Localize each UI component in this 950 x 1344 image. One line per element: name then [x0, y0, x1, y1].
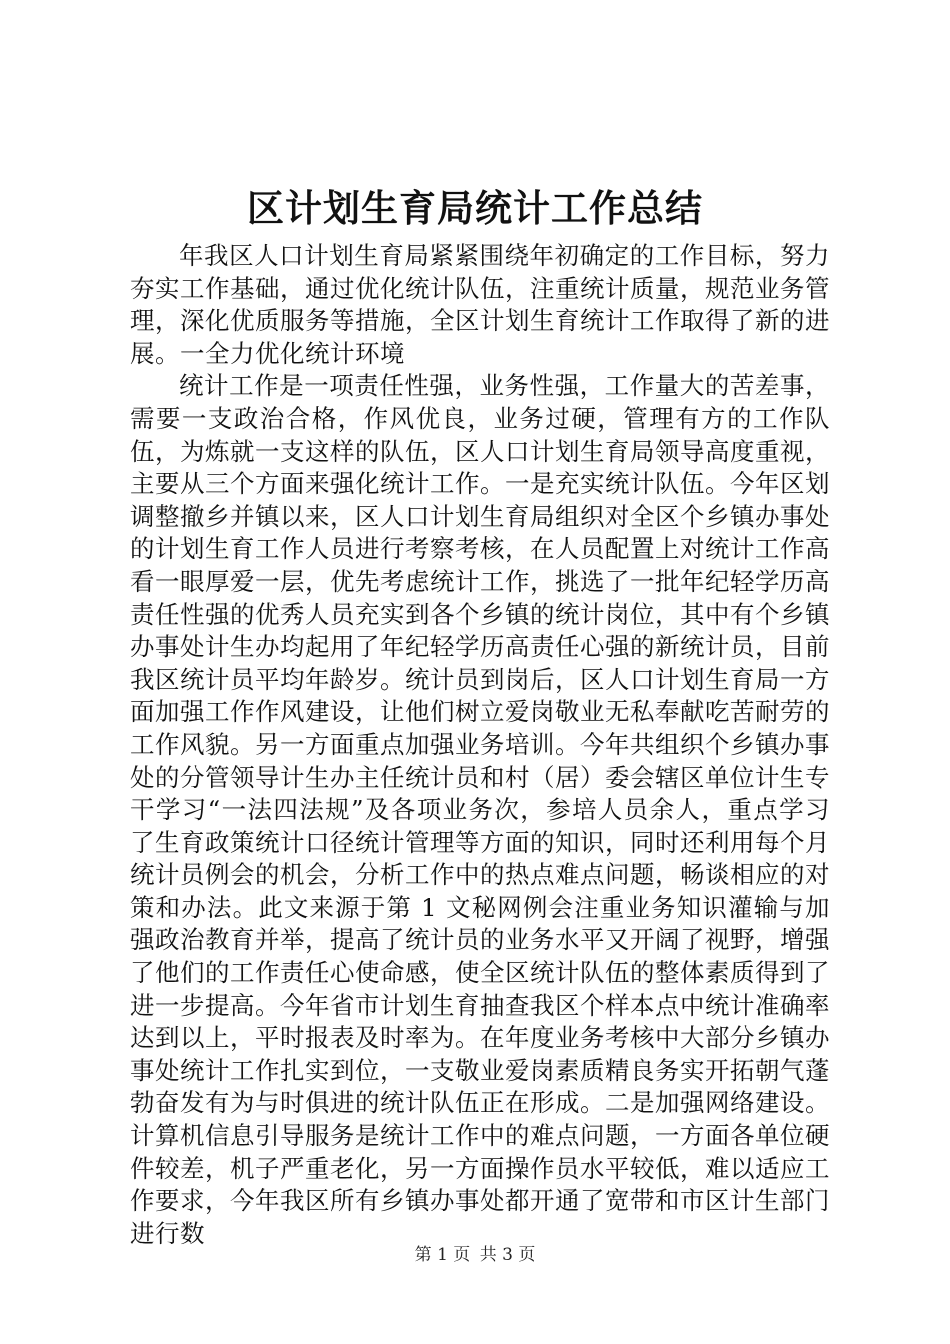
document-body [130, 240, 830, 1250]
paragraph-1: 年我区人口计划生育局紧紧围绕年初确定的工作目标，努力夯实工作基础，通过优化统计队伍，注重统计质量，规范业务管理，深化优质服务等措施，全区计划生育统计工作取得了新的进展。一全力优化统计环境 [130, 241, 830, 368]
page-number: 第 1 页 [414, 1245, 471, 1265]
paragraph-2: 统计工作是一项责任性强，业务性强，工作量大的苦差事，需要一支政治合格，作风优良，业务过硬，管理有方的工作队伍，为炼就一支这样的队伍，区人口计划生育局领导高度重视，主要从三个方面来强化统计工作。一是充实统计队伍。今年区划调整撤乡并镇以来，区人口计划生育局组织对全区个乡镇办事处的计划生育工作人员进行考察考核，在人员配置上对统计工作高看一眼厚爱一层，优先考虑统计工作，挑选了一批年纪轻学历高责任性强的优秀人员充实到各个乡镇的统计岗位，其中有个乡镇办事处计生办均起用了年纪轻学历高责任心强的新统计员，目前我区统计员平均年龄岁。统计员到岗后，区人口计划生育局一方面加强工作作风建设，让他们树立爱岗敬业无私奉献吃苦耐劳的工作风貌。另一方面重点加强业务培训。今年共组织个乡镇办事处的分管领导计生办主任统计员和村（居）委会辖区单位计生专干学习“一法四法规”及各项业务次，参培人员余人，重点学习了生育政策统计口径统计管理等方面的知识，同时还利用每个月统计员例会的机会，分析工作中的热点难点问题，畅谈相应的对策和办法。此文来源于第 1 文秘网例会注重业务知识灌输与加强政治教育并举，提高了统计员的业务水平又开阔了视野，增强了他们的工作责任心使命感，使全区统计队伍的整体素质得到了进一步提高。今年省市计划生育抽查我区个样本点中统计准确率达到以上，平时报表及时率为。在年度业务考核中大部分乡镇办事处统计工作扎实到位，一支敬业爱岗素质精良务实开拓朝气蓬勃奋发有为与时俱进的统计队伍正在形成。二是加强网络建设。计算机信息引导服务是统计工作中的难点问题，一方面各单位硬件较差，机子严重老化，另一方面操作员水平较低，难以适应工作要求，今年我区所有乡镇办事处都开通了宽带和市区计生部门进行数 [130, 371, 830, 1248]
page-total: 共 3 页 [479, 1245, 536, 1265]
page-footer [0, 1244, 950, 1266]
document-title: 区计划生育局统计工作总结 [247, 186, 703, 230]
